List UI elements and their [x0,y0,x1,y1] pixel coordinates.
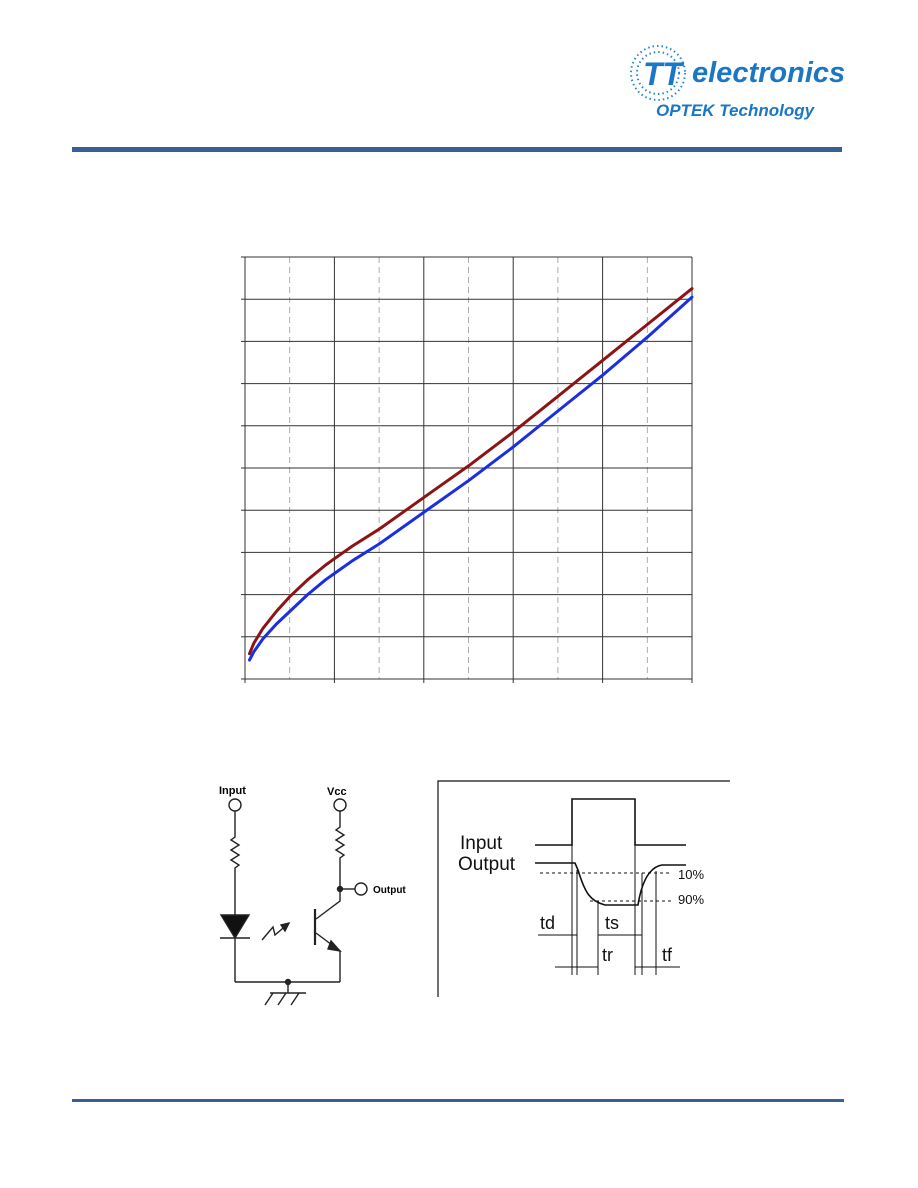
header-rule [72,147,842,152]
footer-rule [72,1099,844,1102]
logo-mark: TT [643,56,683,92]
chart-grid [245,257,692,679]
timing-output-label: Output [458,854,516,875]
vcc-terminal [334,799,346,811]
output-waveform [535,863,686,905]
logo-subtitle: OPTEK Technology [656,101,815,120]
logo-name: electronics [692,57,846,89]
level-90-label: 90% [678,892,705,907]
td-label: td [540,913,556,933]
timing-input-label: Input [460,833,503,854]
series-line-1 [250,289,693,654]
line-chart [220,240,710,700]
input-pulse-waveform [535,799,686,845]
test-circuit-diagram [195,775,435,1020]
ts-label: ts [605,913,620,933]
tf-label: tf [662,945,673,965]
timing-frame [438,781,730,997]
circuit-vcc-label: Vcc [327,786,347,798]
switching-timing-diagram [430,775,735,1005]
chart-axes [241,257,692,683]
circuit-input-label: Input [219,785,246,797]
timing-markers [572,845,656,975]
company-logo [620,40,850,125]
output-terminal [355,883,367,895]
series-line-2 [250,297,693,660]
circuit-output-label: Output [373,885,406,896]
vcc-resistor [336,811,344,889]
tr-label: tr [602,945,613,965]
led-diode [220,915,250,982]
ground-symbol [265,982,306,1005]
input-resistor [231,811,239,915]
input-terminal [229,799,241,811]
chart-series [250,289,693,660]
light-emission-arrow [262,923,289,940]
level-10-label: 10% [678,867,705,882]
phototransistor [315,889,340,982]
